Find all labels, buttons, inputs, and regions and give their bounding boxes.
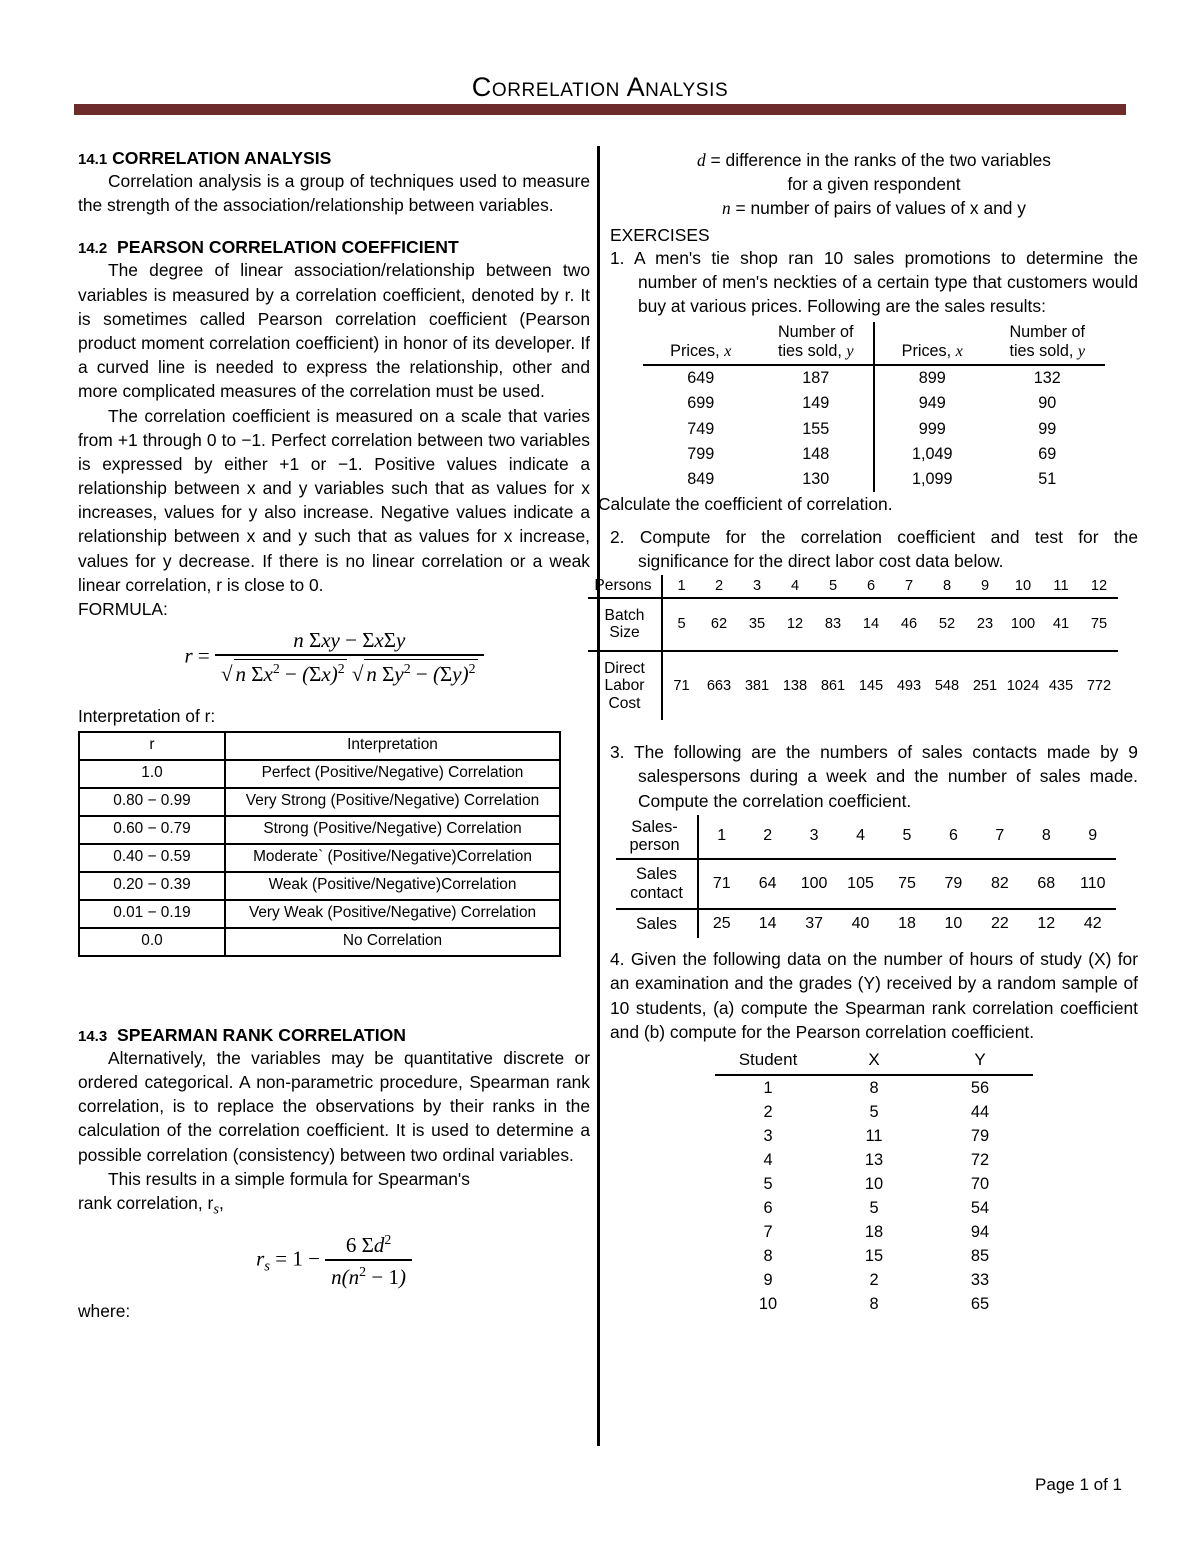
spearman-subscript: s	[213, 1201, 219, 1218]
definition-n-symbol: n	[721, 198, 731, 219]
sales-value-0: 25	[712, 914, 731, 932]
exercise-1-text: A men's tie shop ran 10 sales promotions to determine the number of men's neckties of a certain type that customers would buy at various prices. Following are the sales results:	[634, 247, 1139, 316]
ties-header-sold-right-l2: ties sold,	[1009, 342, 1074, 361]
sales-person-2: 3	[791, 815, 837, 859]
table-header-row	[79, 732, 560, 760]
section-14-1-number: 14.1	[78, 151, 108, 168]
table-row	[715, 1124, 1033, 1148]
interp-r-0: 1.0	[79, 760, 225, 788]
labor-label-batch: Batch Size	[588, 598, 662, 651]
interpretation-caption	[78, 706, 590, 727]
ties-r3-c0: 799	[687, 444, 715, 463]
ties-table	[643, 322, 1105, 492]
definition-d-cont-text: for a given respondent	[787, 174, 961, 195]
spacer	[610, 516, 1138, 525]
interp-text-5: Very Weak (Positive/Negative) Correlation	[225, 900, 560, 928]
ties-header-sold-left-l1: Number of	[777, 323, 854, 342]
labor-batch-2: 35	[738, 598, 776, 651]
spearman-intro-text: This results in a simple formula for Spearman's	[108, 1168, 470, 1189]
study-r9-student: 10	[758, 1294, 778, 1313]
labor-person-7: 8	[928, 575, 966, 597]
exercise-2-number: 2.	[610, 527, 625, 548]
ties-header-prices-left-text: Prices,	[670, 342, 720, 361]
labor-cost-4: 861	[820, 677, 846, 694]
sales-value-7: 12	[1037, 914, 1056, 932]
section-14-1-heading	[78, 148, 590, 169]
table-row	[643, 442, 1105, 467]
table-row	[588, 598, 1118, 651]
table-row	[79, 900, 560, 928]
ties-r0-c3: 132	[1033, 369, 1061, 388]
table-row	[715, 1075, 1033, 1100]
exercise-4	[610, 947, 1138, 1044]
labor-batch-0: 5	[662, 598, 700, 651]
ties-r4-c3: 51	[1038, 469, 1057, 488]
labor-cost-5: 145	[858, 677, 884, 694]
ties-header-prices-left-var: x	[724, 342, 732, 361]
sales-value-5: 10	[944, 914, 963, 932]
study-r9-y: 65	[970, 1294, 990, 1313]
table-row	[715, 1292, 1033, 1316]
definition-d-symbol: d	[697, 150, 706, 170]
sales-person-1: 2	[744, 815, 790, 859]
section-14-2-para-1: The degree of linear association/relationship between two variables is measured by a correlation coefficient, denoted by r. It is sometimes called Pearson correlation coefficient (Pearson product moment correlation coefficient) in honor of its developer. If a curved line is needed to express the relationship, other and more complicated measures of the correlation must be used.	[78, 260, 590, 402]
ties-r4-c0: 849	[687, 469, 715, 488]
pearson-formula: r = $\frac{\text{n Σxy − ΣxΣy}}{√ n \Sigma x^2 - (\Sigma x)^2 √ n \Sigma y^2 - (\Sigma y)^2}$	[78, 629, 590, 686]
ties-r1-c3: 90	[1038, 394, 1057, 413]
table-row	[715, 1100, 1033, 1124]
labor-person-3: 4	[776, 575, 814, 597]
section-14-2-para-2: The correlation coefficient is measured on a scale that varies from +1 through 0 to −1. Perfect correlation between two variables is expressed by either +1 or −1. Positive values indicate a relationship between x and y variables such that as values for x increases, values for y also increase. Negative values indicate a relationship between x and y such that as values for x increase, values for y decrease. If there is no linear correlation or a weak linear correlation, r is close to 0.	[78, 405, 590, 595]
labor-person-10: 11	[1042, 575, 1080, 597]
labor-cost-8: 251	[972, 677, 998, 694]
sales-person-0: 1	[698, 815, 744, 859]
labor-person-11: 12	[1080, 575, 1118, 597]
exercise-3-number: 3.	[610, 742, 625, 763]
interp-r-3: 0.40 − 0.59	[79, 844, 225, 872]
sales-contact-7: 68	[1023, 859, 1069, 908]
labor-cost-2: 381	[744, 677, 770, 694]
ties-header-sold-right-l1: Number of	[1009, 323, 1086, 342]
study-r3-x: 13	[864, 1150, 884, 1169]
sales-value-2: 37	[805, 914, 823, 932]
study-r0-student: 1	[763, 1078, 773, 1097]
ties-r0-c1: 187	[802, 369, 830, 388]
spacer	[78, 957, 590, 1025]
table-header-row	[616, 815, 1116, 859]
section-14-2-title: PEARSON CORRELATION COEFFICIENT	[116, 237, 459, 258]
ties-header-sold-left-var: y	[846, 342, 854, 361]
study-r1-x: 5	[869, 1102, 879, 1121]
exercise-3	[610, 740, 1138, 813]
study-r4-y: 70	[970, 1174, 990, 1193]
labor-cost-0: 71	[673, 677, 690, 694]
table-row	[643, 365, 1105, 391]
table-row	[715, 1196, 1033, 1220]
sales-label-sales: Sales	[616, 909, 698, 939]
study-r8-x: 2	[869, 1270, 879, 1289]
study-r2-y: 79	[970, 1126, 990, 1145]
exercise-2	[610, 525, 1138, 573]
study-r2-x: 11	[865, 1126, 883, 1145]
interp-r-4: 0.20 − 0.39	[79, 872, 225, 900]
exercise-1-number: 1.	[610, 247, 625, 268]
ties-table-body	[643, 322, 1105, 492]
sales-label-person: Sales-person	[616, 815, 698, 859]
exercise-1-closing: Calculate the coefficient of correlation.	[598, 493, 893, 514]
sales-contact-5: 79	[930, 859, 976, 908]
sales-value-4: 18	[898, 914, 916, 932]
ties-r2-c1: 155	[802, 419, 830, 438]
definition-d-text: = difference in the ranks of the two variables	[710, 150, 1051, 170]
definition-d	[610, 148, 1138, 172]
table-row	[588, 651, 1118, 720]
table-header-row	[643, 322, 1105, 365]
section-14-1-body: Correlation analysis is a group of techniques used to measure the strength of the association/relationship between variables.	[78, 171, 590, 216]
left-column	[78, 148, 590, 1323]
study-r2-student: 3	[763, 1126, 773, 1145]
ties-r1-c2: 949	[874, 391, 990, 416]
sales-value-3: 40	[851, 914, 870, 932]
table-row	[79, 872, 560, 900]
ties-header-sold-right-var: y	[1077, 342, 1086, 361]
table-header-row	[588, 575, 1118, 597]
sales-value-8: 42	[1083, 914, 1102, 932]
interp-text-2: Strong (Positive/Negative) Correlation	[225, 816, 560, 844]
sales-person-7: 8	[1023, 815, 1069, 859]
sales-value-6: 22	[990, 914, 1009, 932]
sales-person-8: 9	[1070, 815, 1117, 859]
study-r7-y: 85	[970, 1246, 990, 1265]
interpretation-table-body	[79, 732, 560, 956]
labor-person-4: 5	[814, 575, 852, 597]
page-footer: Page 1 of 1	[1035, 1475, 1122, 1494]
column-divider	[597, 146, 600, 1446]
labor-person-8: 9	[966, 575, 1004, 597]
study-r5-student: 6	[763, 1198, 773, 1217]
labor-batch-5: 14	[852, 598, 890, 651]
study-header-student: Student	[715, 1048, 821, 1075]
ties-r3-c1: 148	[802, 444, 830, 463]
labor-batch-11: 75	[1080, 598, 1118, 651]
study-r0-x: 8	[869, 1078, 879, 1097]
study-r6-x: 18	[864, 1222, 884, 1241]
definition-n-text: = number of pairs of values of x and y	[735, 198, 1027, 219]
labor-batch-10: 41	[1042, 598, 1080, 651]
labor-table	[588, 575, 1118, 720]
sales-person-5: 6	[930, 815, 976, 859]
interp-text-1: Very Strong (Positive/Negative) Correlation	[225, 788, 560, 816]
labor-cost-9: 1024	[1006, 677, 1040, 694]
interp-r-6: 0.0	[79, 928, 225, 956]
labor-cost-6: 493	[896, 677, 922, 694]
spacer	[78, 686, 590, 706]
exercise-4-number: 4.	[610, 949, 625, 970]
interp-text-6: No Correlation	[225, 928, 560, 956]
ties-header-sold-left-l2: ties sold,	[777, 342, 842, 361]
sales-contact-8: 110	[1070, 859, 1117, 908]
table-row	[79, 788, 560, 816]
study-r8-student: 9	[763, 1270, 773, 1289]
ties-header-sold-right	[990, 322, 1106, 365]
spearman-comma: ,	[218, 1193, 224, 1213]
study-r5-x: 5	[869, 1198, 879, 1217]
table-row	[715, 1148, 1033, 1172]
ties-r0-c2: 899	[874, 365, 990, 391]
title-rule	[74, 104, 1126, 115]
ties-r3-c3: 69	[1038, 444, 1057, 463]
interp-text-4: Weak (Positive/Negative)Correlation	[225, 872, 560, 900]
labor-label-persons: Persons	[588, 575, 662, 597]
section-14-1-title: CORRELATION ANALYSIS	[112, 148, 332, 168]
sales-contact-2: 100	[791, 859, 837, 908]
labor-batch-4: 83	[814, 598, 852, 651]
ties-r1-c1: 149	[802, 394, 830, 413]
exercise-3-text: The following are the numbers of sales contacts made by 9 salespersons during a week and the number of sales made. Compute the correlation coefficient.	[634, 742, 1138, 811]
table-row	[643, 391, 1105, 416]
table-row	[643, 417, 1105, 442]
spearman-rank-label: rank correlation, r	[78, 1193, 214, 1213]
study-r1-student: 2	[763, 1102, 773, 1121]
ties-r4-c1: 130	[802, 469, 830, 488]
ties-r2-c0: 749	[687, 419, 715, 438]
labor-cost-11: 772	[1086, 677, 1112, 694]
sales-contact-1: 64	[744, 859, 790, 908]
labor-batch-1: 62	[700, 598, 738, 651]
section-14-3-title: SPEARMAN RANK CORRELATION	[116, 1024, 406, 1045]
sales-person-3: 4	[837, 815, 883, 859]
labor-batch-3: 12	[776, 598, 814, 651]
labor-cost-10: 435	[1048, 677, 1074, 694]
table-row	[616, 859, 1116, 908]
table-row	[79, 760, 560, 788]
labor-person-9: 10	[1004, 575, 1042, 597]
page-title: Correlation Analysis	[471, 72, 729, 102]
interp-text-0: Perfect (Positive/Negative) Correlation	[225, 760, 560, 788]
labor-cost-1: 663	[706, 677, 732, 694]
sales-person-6: 7	[977, 815, 1023, 859]
study-header-x: X	[821, 1048, 927, 1075]
interp-text-3: Moderate` (Positive/Negative)Correlation	[225, 844, 560, 872]
study-table	[715, 1048, 1033, 1316]
ties-header-sold-left	[759, 322, 875, 365]
interpretation-caption-text: Interpretation of r:	[78, 706, 216, 727]
labor-cost-7: 548	[934, 677, 960, 694]
labor-person-1: 2	[700, 575, 738, 597]
labor-person-6: 7	[890, 575, 928, 597]
study-r3-y: 72	[970, 1150, 990, 1169]
interpretation-table	[78, 731, 561, 957]
section-14-2-number: 14.2	[78, 240, 108, 258]
interp-header-r: r	[79, 732, 225, 760]
study-table-body	[715, 1048, 1033, 1316]
table-row	[79, 928, 560, 956]
spacer	[78, 217, 590, 237]
study-r6-y: 94	[970, 1222, 990, 1241]
labor-batch-9: 100	[1004, 598, 1042, 651]
table-row	[715, 1172, 1033, 1196]
table-row	[79, 844, 560, 872]
study-r7-student: 8	[763, 1246, 773, 1265]
where-label: where:	[78, 1300, 131, 1321]
right-column	[594, 148, 1139, 1316]
study-r5-y: 54	[970, 1198, 990, 1217]
spacer	[610, 938, 1138, 947]
section-14-3-para-1: Alternatively, the variables may be quantitative discrete or ordered categorical. A non-parametric procedure, Spearman rank correlation, is to replace the observations by their ranks in the calculation of the correlation coefficient. It is used to determine a possible correlation (consistency) between two ordinal variables.	[78, 1047, 590, 1165]
labor-person-0: 1	[662, 575, 700, 597]
spearman-formula: $r_s = 1$ − $\frac{6 \Sigma d^2}{n(n^2 - 1)}$	[78, 1232, 590, 1289]
sales-contact-4: 75	[884, 859, 930, 908]
ties-r1-c0: 699	[687, 394, 715, 413]
labor-person-5: 6	[852, 575, 890, 597]
sales-label-contact: Sales contact	[616, 859, 698, 908]
sales-contact-3: 105	[837, 859, 883, 908]
interp-header-interpretation: Interpretation	[225, 732, 560, 760]
labor-label-cost: Direct Labor Cost	[588, 651, 662, 720]
sales-table-body	[616, 815, 1116, 939]
ties-header-prices-right-text: Prices,	[901, 342, 952, 361]
study-r6-student: 7	[763, 1222, 773, 1241]
study-r4-student: 5	[763, 1174, 773, 1193]
study-r9-x: 8	[869, 1294, 879, 1313]
ties-r4-c2: 1,099	[874, 467, 990, 492]
section-14-3-heading	[78, 1025, 590, 1046]
exercise-4-text: Given the following data on the number of hours of study (X) for an examination and the grades (Y) received by a random sample of 10 students, (a) compute the Spearman rank correlation coefficient and (b) compute for the Pearson correlation coefficient.	[610, 949, 1138, 1042]
table-row	[715, 1244, 1033, 1268]
study-r0-y: 56	[970, 1078, 990, 1097]
spacer	[610, 720, 1138, 740]
study-r4-x: 10	[864, 1174, 884, 1193]
labor-person-2: 3	[738, 575, 776, 597]
ties-header-prices-left	[643, 322, 759, 365]
study-r1-y: 44	[970, 1102, 990, 1121]
interp-r-2: 0.60 − 0.79	[79, 816, 225, 844]
ties-r2-c3: 99	[1038, 419, 1057, 438]
labor-batch-7: 52	[928, 598, 966, 651]
table-row	[616, 909, 1116, 939]
labor-cost-3: 138	[782, 677, 808, 694]
study-r8-y: 33	[970, 1270, 990, 1289]
ties-r3-c2: 1,049	[874, 442, 990, 467]
table-header-row	[715, 1048, 1033, 1075]
labor-table-body	[588, 575, 1118, 720]
labor-batch-8: 23	[966, 598, 1004, 651]
definition-d-cont	[610, 172, 1138, 196]
formula-label: FORMULA:	[78, 599, 168, 619]
table-row	[715, 1220, 1033, 1244]
section-14-3-number: 14.3	[78, 1027, 108, 1045]
table-row	[79, 816, 560, 844]
exercise-1	[610, 246, 1138, 319]
study-header-y: Y	[927, 1048, 1033, 1075]
sales-table	[616, 815, 1116, 939]
study-r7-x: 15	[864, 1246, 884, 1265]
exercise-2-text: Compute for the correlation coefficient and test for the significance for the direct labor cost data below.	[638, 527, 1138, 572]
interp-r-5: 0.01 − 0.19	[79, 900, 225, 928]
sales-value-1: 14	[758, 914, 777, 932]
ties-r2-c2: 999	[874, 417, 990, 442]
interp-r-1: 0.80 − 0.99	[79, 788, 225, 816]
sales-person-4: 5	[884, 815, 930, 859]
labor-batch-6: 46	[890, 598, 928, 651]
definition-n	[610, 196, 1138, 220]
ties-r0-c0: 649	[687, 369, 715, 388]
exercises-heading: EXERCISES	[610, 224, 710, 245]
ties-header-prices-right-var: x	[955, 342, 963, 361]
study-r3-student: 4	[763, 1150, 773, 1169]
table-row	[715, 1268, 1033, 1292]
section-14-2-heading	[78, 237, 590, 258]
section-14-3-para-2	[78, 1167, 590, 1220]
ties-header-prices-right	[874, 322, 990, 365]
table-row	[643, 467, 1105, 492]
sales-contact-0: 71	[698, 859, 744, 908]
sales-contact-6: 82	[977, 859, 1023, 908]
